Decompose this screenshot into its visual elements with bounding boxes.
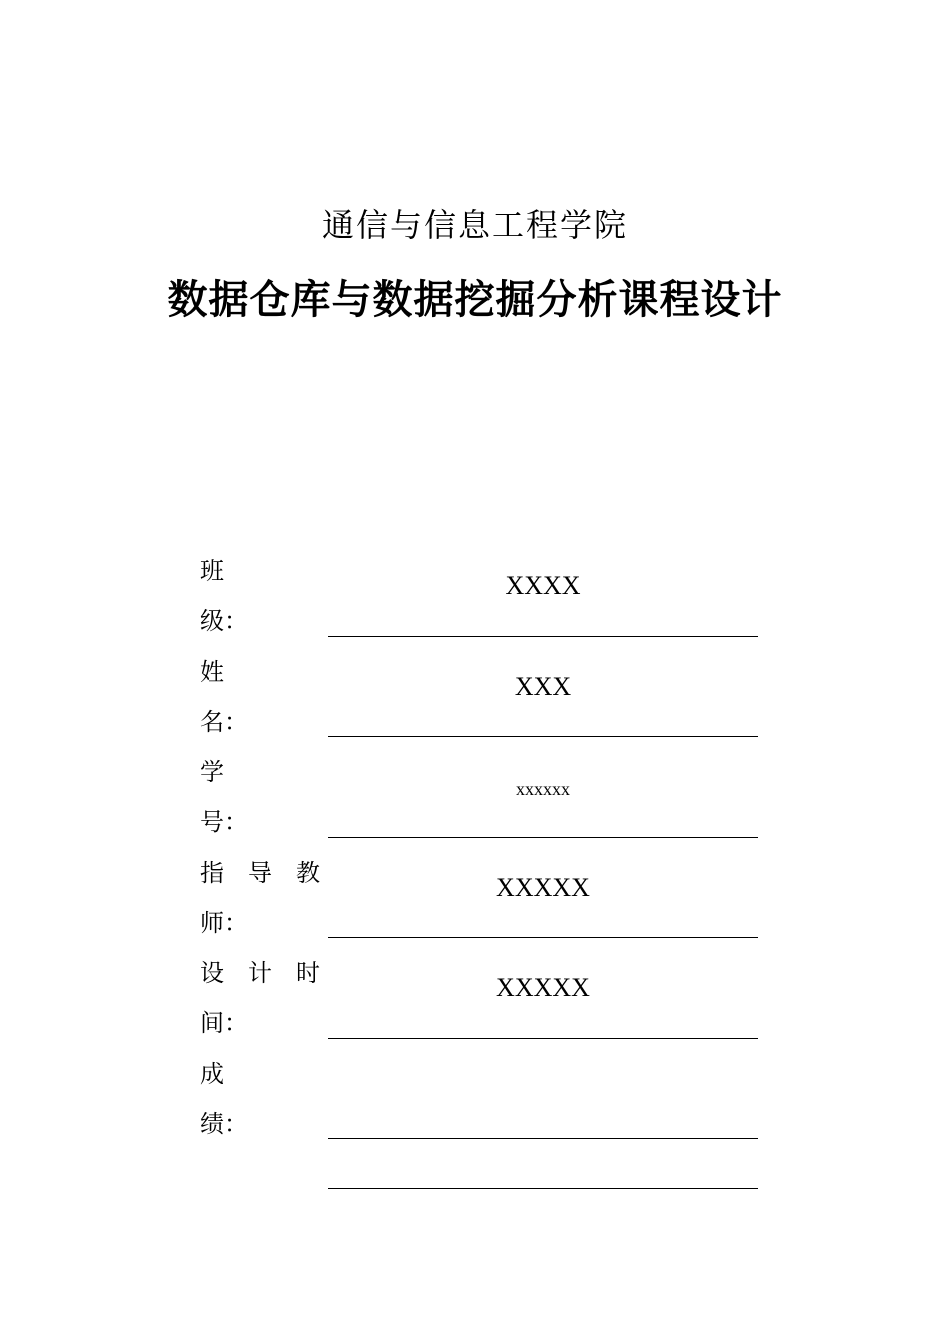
design-time-row bbox=[200, 938, 760, 1039]
advisor-row bbox=[200, 838, 760, 939]
course-title: 数据仓库与数据挖掘分析课程设计 bbox=[167, 277, 783, 323]
grade-underline bbox=[328, 1138, 758, 1139]
name-value: XXX bbox=[514, 671, 572, 701]
class-value: XXXX bbox=[505, 571, 581, 600]
school-name: 通信与信息工程学院 bbox=[321, 206, 628, 244]
grade-label: 成 绩： bbox=[200, 1059, 248, 1138]
info-form bbox=[200, 536, 760, 1139]
name-label: 姓 名： bbox=[200, 657, 248, 736]
design-time-label: 设 计 时 间： bbox=[200, 959, 320, 1037]
grade-row bbox=[200, 1039, 760, 1140]
design-time-value: XXXXX bbox=[496, 973, 590, 1002]
advisor-label: 指 导 教 师： bbox=[200, 858, 320, 937]
class-label: 班 级： bbox=[200, 557, 248, 635]
student-id-value: xxxxxx bbox=[516, 779, 570, 799]
blank-underline bbox=[328, 1188, 758, 1189]
advisor-value: XXXXX bbox=[496, 872, 590, 902]
student-id-row bbox=[200, 737, 760, 838]
name-row bbox=[200, 637, 760, 738]
student-id-label: 学 号： bbox=[200, 758, 248, 836]
class-row bbox=[200, 536, 760, 637]
